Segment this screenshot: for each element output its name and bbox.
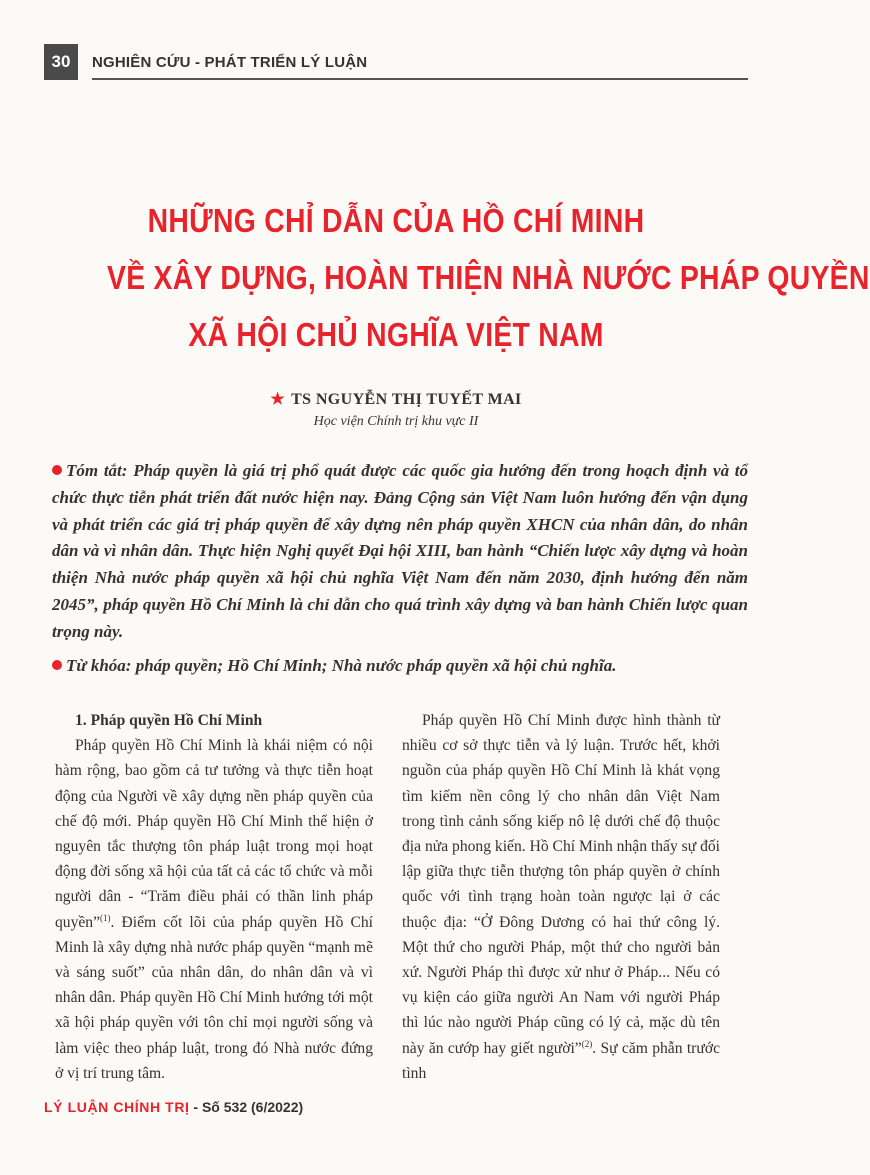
abstract-text: Pháp quyền là giá trị phổ quát được các quốc gia hướng đến trong hoạch định và tổ chức thực tiễn phát triển đất nước hiện nay. Đảng Cộng sản Việt Nam luôn hướng đến vận dụng và phát triển các giá trị pháp quyền để xây dựng nên pháp quyền XHCN của nhân dân, do nhân dân và vì nhân dân. Thực hiện Nghị quyết Đại hội XIII, ban hành “Chiến lược xây dựng và hoàn thiện Nhà nước pháp quyền xã hội chủ nghĩa Việt Nam đến năm 2030, định hướng đến năm 2045”, pháp quyền Hồ Chí Minh là chỉ dẫn cho quá trình xây dựng và ban hành Chiến lược quan trọng này.	[52, 461, 749, 641]
paragraph	[55, 733, 373, 1086]
paragraph-text: . Sự căm phẫn trước tình	[402, 1039, 720, 1082]
footnote-ref[interactable]: (2)	[581, 1038, 593, 1049]
header-divider	[92, 78, 748, 80]
issue-number: - Số 532 (6/2022)	[189, 1099, 304, 1115]
footnote-ref[interactable]: (1)	[100, 912, 111, 923]
paragraph	[402, 708, 720, 1086]
paragraph-text: Pháp quyền Hồ Chí Minh là khái niệm có nội hàm rộng, bao gồm cả tư tưởng và thực tiễn hoạt động của Người về xây dựng nền pháp quyền của chế độ mới. Pháp quyền Hồ Chí Minh thể hiện ở nguyên tắc thượng tôn pháp luật trong mọi hoạt động đời sống xã hội của tất cả các tổ chức và mỗi người dân - “Trăm điều phải có thần linh pháp quyền”	[55, 737, 373, 931]
abstract-label: Tóm tắt:	[66, 461, 128, 480]
keywords	[52, 656, 748, 676]
keywords-text: pháp quyền; Hồ Chí Minh; Nhà nước pháp quyền xã hội chủ nghĩa.	[135, 656, 617, 675]
author-name: TS NGUYỄN THỊ TUYẾT MAI	[291, 391, 522, 408]
section-title: NGHIÊN CỨU - PHÁT TRIỂN LÝ LUẬN	[92, 54, 368, 71]
bullet-icon	[52, 465, 62, 475]
body-column-right	[402, 708, 720, 1086]
author-affiliation: Học viện Chính trị khu vực II	[313, 414, 479, 429]
star-icon: ★	[270, 391, 286, 408]
journal-name: LÝ LUẬN CHÍNH TRỊ	[44, 1099, 190, 1115]
article-title	[107, 192, 870, 363]
title-line-2: VỀ XÂY DỰNG, HOÀN THIỆN NHÀ NƯỚC PHÁP QUYỀN	[107, 259, 870, 296]
section-heading: 1. Pháp quyền Hồ Chí Minh	[75, 712, 263, 729]
page-number: 30	[44, 44, 78, 80]
bullet-icon	[52, 660, 62, 670]
body-column-left	[55, 708, 373, 1086]
paragraph-text: . Điểm cốt lõi của pháp quyền Hồ Chí Minh là xây dựng nhà nước pháp quyền “mạnh mẽ và sáng suốt” của nhân dân, do nhân dân và vì nhân dân. Pháp quyền Hồ Chí Minh hướng tới một xã hội pháp quyền với tôn chỉ mọi người sống và làm việc theo pháp luật, trong đó Nhà nước đứng ở vị trí trung tâm.	[55, 913, 373, 1082]
paragraph-text: Pháp quyền Hồ Chí Minh được hình thành từ nhiều cơ sở thực tiễn và lý luận. Trước hết, khởi nguồn của pháp quyền Hồ Chí Minh là khát vọng tìm kiếm nền công lý cho nhân dân Việt Nam trong tình cảnh sống kiếp nô lệ dưới chế độ thuộc địa nửa phong kiến. Hồ Chí Minh nhận thấy sự đối lập giữa thực tiễn thượng tôn pháp quyền ở chính quốc với tình trạng hoàn toàn ngược lại ở các thuộc địa: “Ở Đông Dương có hai thứ công lý. Một thứ cho người Pháp, một thứ cho người bản xứ. Người Pháp thì được xử như ở Pháp... Nếu có vụ kiện cáo giữa người An Nam với người Pháp thì lúc nào người Pháp cũng có lý cả, mặc dù tên này ăn cướp hay giết người”	[402, 712, 720, 1057]
author-line	[0, 389, 792, 409]
title-line-1: NHỮNG CHỈ DẪN CỦA HỒ CHÍ MINH	[147, 202, 645, 239]
keywords-label: Từ khóa:	[66, 656, 132, 675]
title-line-3: XÃ HỘI CHỦ NGHĨA VIỆT NAM	[188, 316, 604, 353]
abstract	[52, 458, 748, 646]
footer-journal	[44, 1099, 303, 1115]
